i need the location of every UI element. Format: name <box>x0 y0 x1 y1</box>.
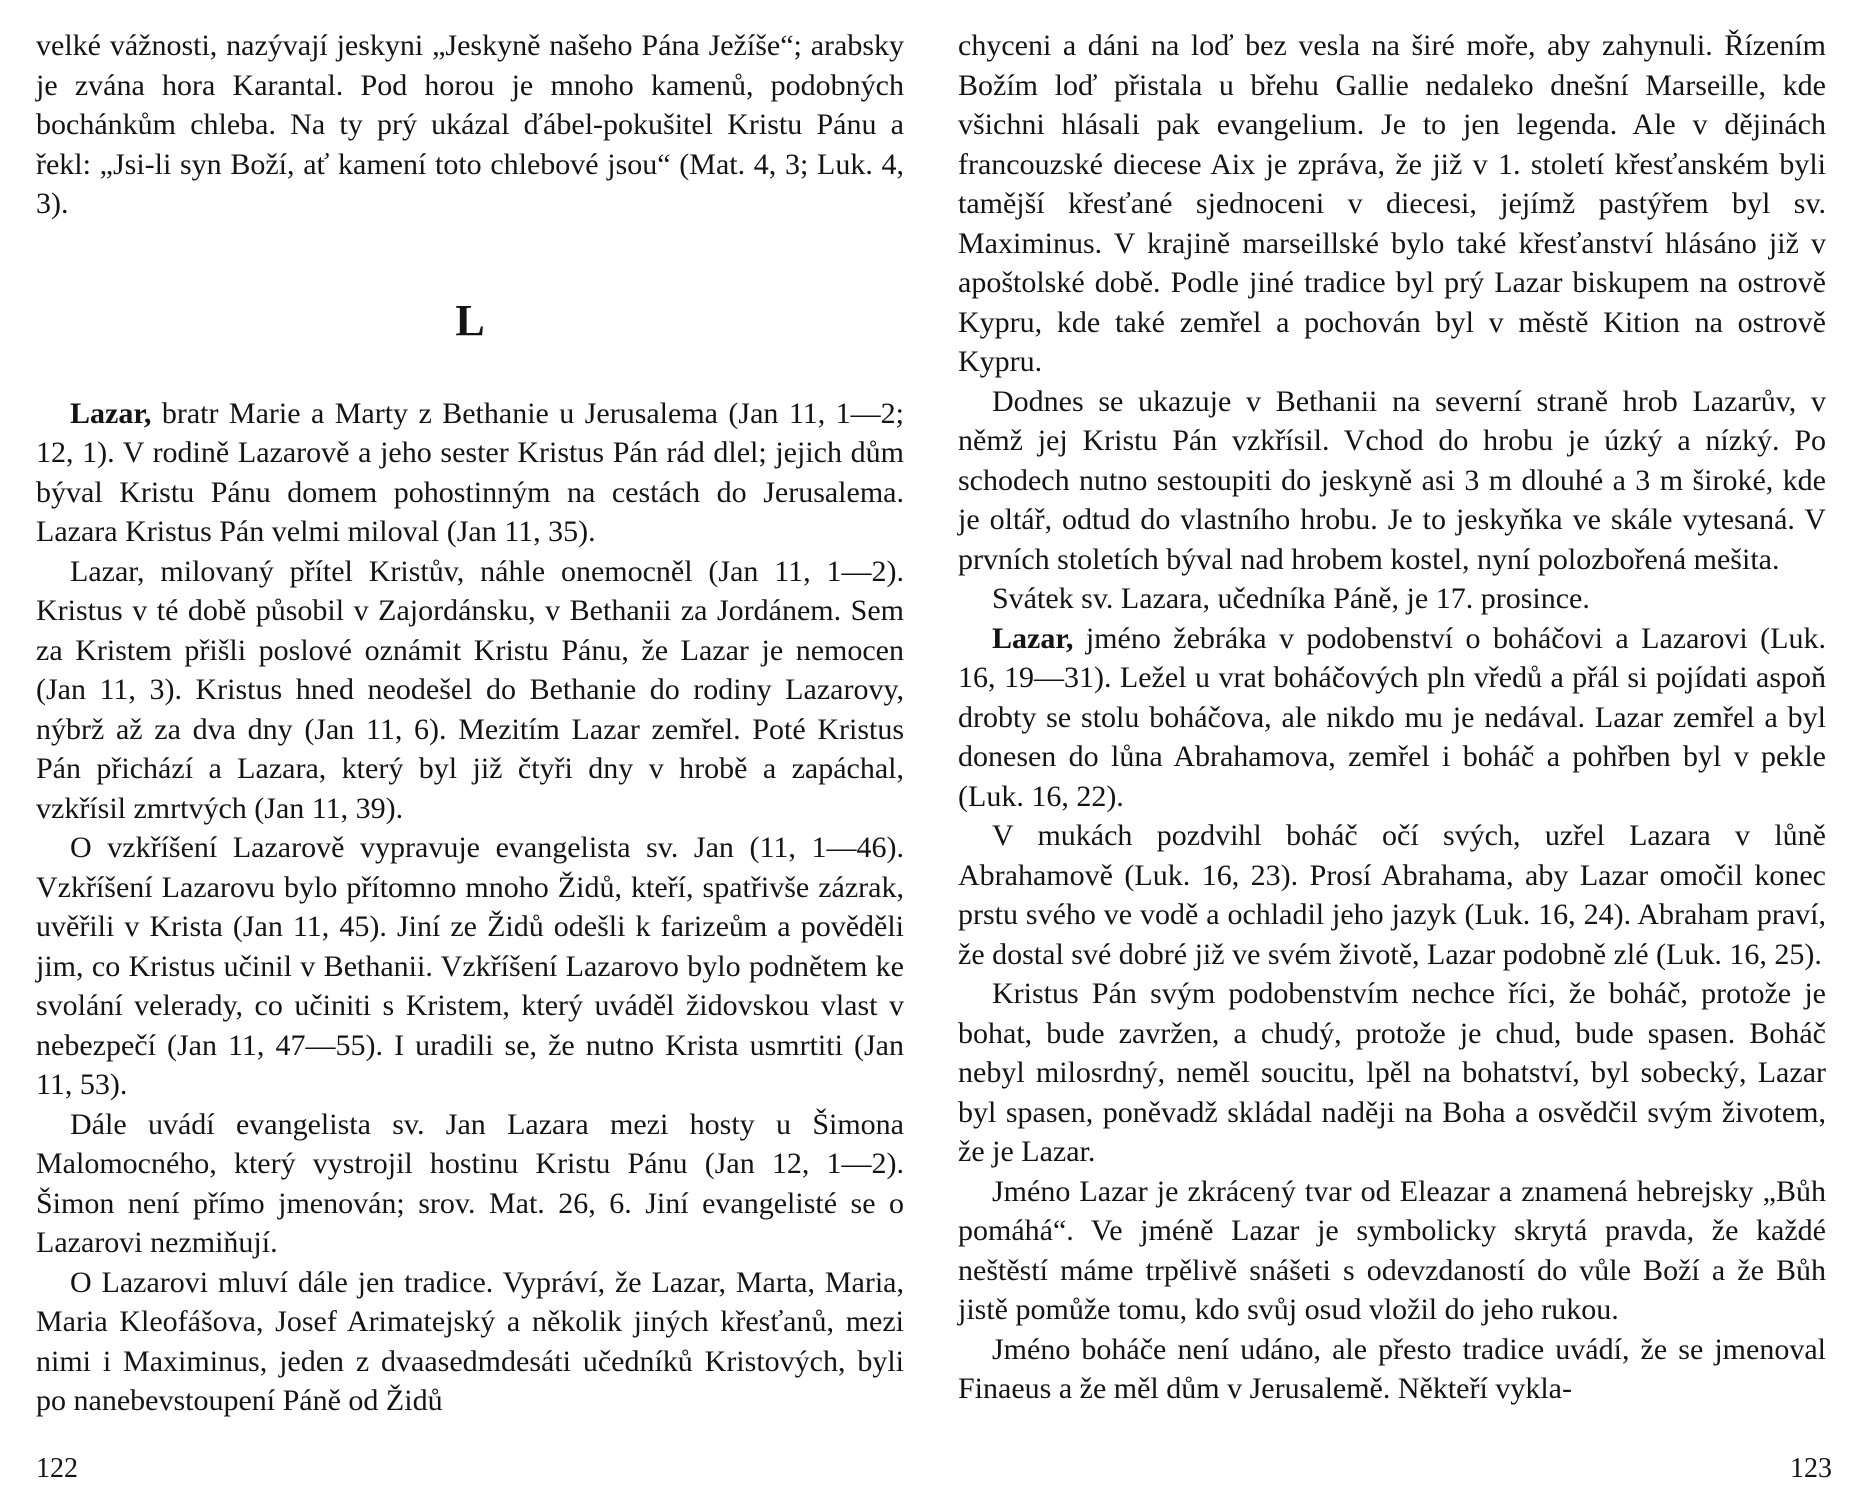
right-page-text-column <box>958 26 1826 1409</box>
entry-lazar-beggar <box>958 619 1826 817</box>
left-paragraph-2: Lazar, milovaný přítel Kristův, náhle onemocněl (Jan 11, 1—2). Kristus v té době působil v Zajordánsku, v Bethanii za Jordánem. Sem za Kristem přišli poslové oznámit Kristu Pánu, že Lazar je nemocen (Jan 11, 3). Kristus hned neodešel do Bethanie do rodiny Lazarovy, nýbrž až za dva dny (Jan 11, 6). Mezitím Lazar zemřel. Poté Kristus Pán přichází a Lazara, který byl již čtyři dny v hrobě a zapáchal, vzkřísil zmrtvých (Jan 11, 39). <box>36 554 904 825</box>
entry-lazar-brother <box>36 394 904 552</box>
right-paragraph-2: Dodnes se ukazuje v Bethanii na severní straně hrob Lazarův, v němž jej Kristu Pán vzkřísil. Vchod do hrobu je úzký a nízký. Po schodech nutno sestoupiti do jeskyně asi 3 m dlouhé a 3 m široké, kde je oltář, odtud do vlastního hrobu. Je to jeskyňka ve skále vytesaná. V prvních stoletích býval nad hrobem kostel, nyní polozbořená mešita. <box>958 384 1826 576</box>
right-paragraph-8: Jméno boháče není udáno, ale přesto tradice uvádí, že se jmenoval Finaeus a že měl dům v Jerusalemě. Někteří vykla- <box>958 1332 1826 1405</box>
right-page-number: 123 <box>1790 1453 1832 1484</box>
left-page <box>36 26 904 1496</box>
left-paragraph-5: O Lazarovi mluví dále jen tradice. Vypráví, že Lazar, Marta, Maria, Maria Kleofášova, Josef Arimatejský a několik jiných křesťanů, mezi nimi i Maximinus, jeden z dvaasedmdesáti učedníků Kristových, byli po nanebevstoupení Páně od Židů <box>36 1265 904 1417</box>
left-page-text-column <box>36 26 904 1421</box>
left-page-number: 122 <box>36 1453 78 1484</box>
entry-headword: Lazar, <box>70 396 152 430</box>
right-page <box>958 26 1826 1496</box>
right-paragraph-7: Jméno Lazar je zkrácený tvar od Eleazar a znamená hebrejsky „Bůh pomáhá“. Ve jméně Lazar je symbolicky skrytá pravda, že každé neštěstí máme trpělivě snášeti s odevzdaností do vůle Boží a že Bůh jistě pomůže tomu, kdo svůj osud vložil do jeho rukou. <box>958 1174 1826 1326</box>
right-continuation-paragraph: chyceni a dáni na loď bez vesla na širé moře, aby zahynuli. Řízením Božím loď přistala u břehu Gallie nedaleko dnešní Marseille, kde všichni hlásali pak evangelium. Je to jen legenda. Ale v dějinách francouzské diecese Aix je zpráva, že již v 1. století křesťanském byli tamější křesťané sjednoceni v diecesi, jejímž pastýřem byl sv. Maximinus. V krajině marseillské bylo také křesťanství hlásáno již v apoštolské době. Podle jiné tradice byl prý Lazar biskupem na ostrově Kypru, kde také zemřel a pochován byl v městě Kition na ostrově Kypru. <box>958 29 1826 378</box>
left-paragraph-4: Dále uvádí evangelista sv. Jan Lazara mezi hosty u Šimona Malomocného, který vystrojil hostinu Kristu Pánu (Jan 12, 1—2). Šimon není přímo jmenován; srov. Mat. 26, 6. Jiní evangelisté se o Lazarovi nezmiňují. <box>36 1107 904 1259</box>
section-letter-heading: L <box>455 295 485 345</box>
right-paragraph-6: Kristus Pán svým podobenstvím nechce říci, že boháč, protože je bohat, bude zavržen, a chudý, protože je chud, bude spasen. Boháč nebyl milosrdný, neměl soucitu, lpěl na bohatství, byl sobecký, Lazar byl spasen, poněvadž skládal naději na Boha a osvědčil svým životem, že je Lazar. <box>958 977 1826 1168</box>
entry-body: bratr Marie a Marty z Bethanie u Jerusalema (Jan 11, 1—2; 12, 1). V rodině Lazarově a jeho sester Kristus Pán rád dlel; jejich dům býval Kristu Pánu domem pohostinným na cestách do Jerusalema. Lazara Kristus Pán velmi miloval (Jan 11, 35). <box>36 396 904 548</box>
right-paragraph-5: V mukách pozdvihl boháč očí svých, uzřel Lazara v lůně Abrahamově (Luk. 16, 23). Prosí Abrahama, aby Lazar omočil konec prstu svého ve vodě a ochladil jeho jazyk (Luk. 16, 24). Abraham praví, že dostal své dobré již ve svém životě, Lazar podobně zlé (Luk. 16, 25). <box>958 819 1826 971</box>
left-continuation-paragraph: velké vážnosti, nazývají jeskyni „Jeskyně našeho Pána Ježíše“; arabsky je zvána hora Karantal. Pod horou je mnoho kamenů, podobných bochánkům chleba. Na ty prý ukázal ďábel-pokušitel Kristu Pánu a řekl: „Jsi-li syn Boží, ať kamení toto chlebové jsou“ (Mat. 4, 3; Luk. 4, 3). <box>36 29 904 220</box>
right-paragraph-3: Svátek sv. Lazara, učedníka Páně, je 17. prosince. <box>992 582 1590 615</box>
entry-headword: Lazar, <box>992 621 1074 655</box>
left-paragraph-3: O vzkříšení Lazarově vypravuje evangelista sv. Jan (11, 1—46). Vzkříšení Lazarovu bylo přítomno mnoho Židů, kteří, spatřivše zázrak, uvěřili v Krista (Jan 11, 45). Jiní ze Židů odešli k farizeům a pověděli jim, co Kristus učinil v Bethanii. Vzkříšení Lazarovo bylo podnětem ke svolání velerady, co učiniti s Kristem, který uváděl židovskou vlast v nebezpečí (Jan 11, 47—55). I uradili se, že nutno Krista usmrtiti (Jan 11, 53). <box>36 831 904 1101</box>
entry-body: jméno žebráka v podobenství o boháčovi a Lazarovi (Luk. 16, 19—31). Ležel u vrat boháčových pln vředů a přál si pojídati aspoň drobty se stolu boháčova, ale nikdo mu je nedával. Lazar zemřel a byl donesen do lůna Abrahamova, zemřel i boháč a pohřben byl v pekle (Luk. 16, 22). <box>958 621 1826 813</box>
